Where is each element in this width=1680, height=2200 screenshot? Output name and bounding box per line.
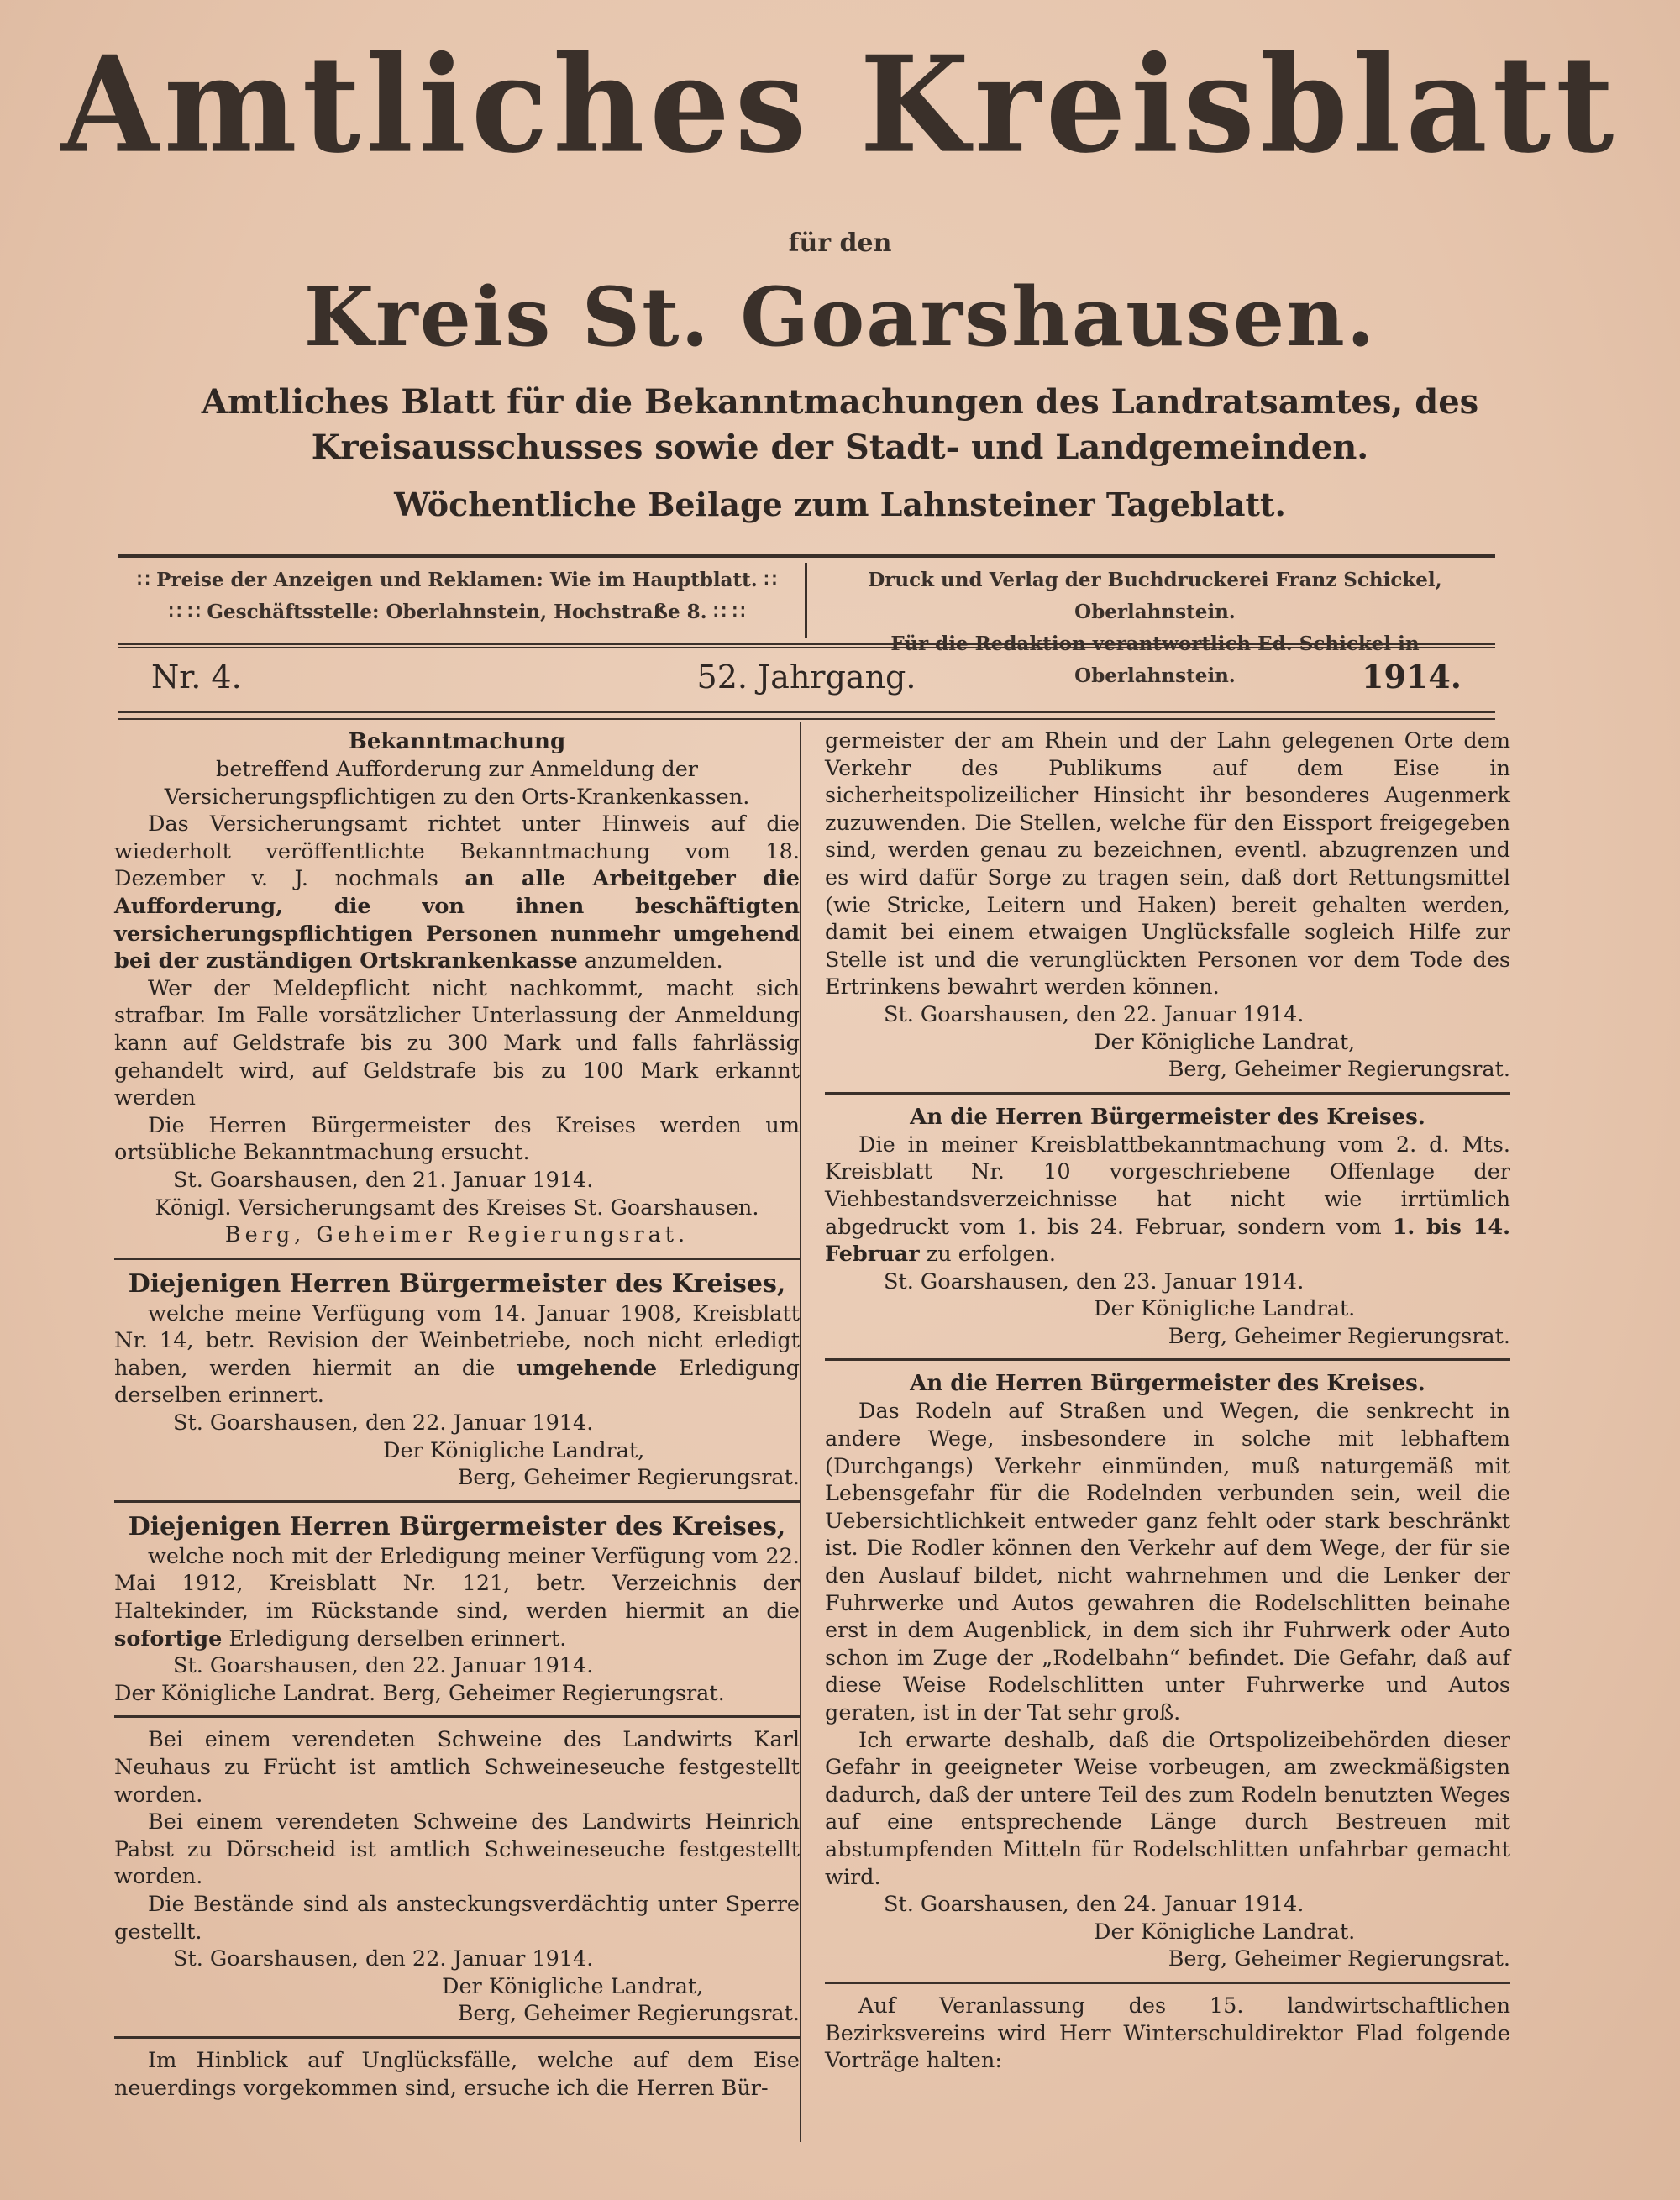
article-date: St. Goarshausen, den 24. Januar 1914. — [884, 1892, 1305, 1918]
article-date: St. Goarshausen, den 22. Januar 1914. — [173, 1410, 594, 1436]
article-paragraph: Das Rodeln auf Straßen und Wegen, die senkrecht in andere Wege, insbesondere in solche mit lebhaftem (Durchgangs) Verkehr einmünden, muß naturgemäß mit Lebensgefahr für die Rodelnden verbunden sein, weil die Uebersichtlichkeit entweder ganz fehlt oder stark beschränkt ist. Die Rodler können den Verkehr auf dem Wege, der für sie den Auslauf bildet, nicht wahrnehmen und die Lenker der Fuhrwerke und Autos gewahren die Rodelschlitten beinahe erst in dem Augenblick, in dem sich ihr Fuhrwerk oder Auto schon im Zuge der „Rodelbahn“ befindet. Die Gefahr, daß auf diese Weise Rodelschlitten unter Fuhrwerke und Autos geraten, ist in der Tat sehr groß. — [825, 1399, 1510, 1725]
article-paragraph: Das Versicherungsamt richtet unter Hinweis auf die wiederholt veröffentlichte Bekanntmachung vom 18. Dezember v. J. nochmals an alle Arbeitgeber die Aufforderung, die von ihnen beschäftigten versicherungspflichtigen Personen nunmehr umgehend bei der zuständigen Ortskrankenkasse anzumelden. — [114, 811, 800, 974]
article-signature: Berg, Geheimer Regierungsrat. — [1168, 1946, 1510, 1972]
article-paragraph: Die in meiner Kreisblattbekanntmachung vom 2. d. Mts. Kreisblatt Nr. 10 vorgeschriebene Offenlage der Viehbestandsverzeichnisse hat nicht wie irrtümlich abgedruckt vom 1. bis 24. Februar, sondern vom 1. bis 14. Februar zu erfolgen. — [825, 1132, 1510, 1268]
office-line: Geschäftsstelle: Oberlahnstein, Hochstraße 8. — [207, 601, 707, 623]
volume: 52. Jahrgang. — [696, 659, 916, 696]
printer-line: Druck und Verlag der Buchdruckerei Franz Schickel, Oberlahnstein. — [868, 569, 1442, 623]
issue-year: 1914. — [1362, 658, 1462, 696]
issue-number: Nr. 4. — [151, 659, 242, 696]
article-signature: Berg, Geheimer Regierungsrat. — [457, 2001, 800, 2027]
article-separator — [825, 1092, 1510, 1095]
column-divider — [800, 722, 801, 2142]
supplement-line: Wöchentliche Beilage zum Lahnsteiner Tageblatt. — [394, 486, 1286, 523]
article-paragraph: welche noch mit der Erledigung meiner Verfügung vom 22. Mai 1912, Kreisblatt Nr. 121, betr. Verzeichnis der Haltekinder, im Rückstande sind, werden hiermit an die sofortige Erledigung derselben erinnert. — [114, 1543, 800, 1651]
info-divider — [805, 563, 807, 638]
article-separator — [825, 1982, 1510, 1984]
article-paragraph: Im Hinblick auf Unglücksfälle, welche auf dem Eise neuerdings vorgekommen sind, ersuche ich die Herren Bür- — [114, 2047, 800, 2101]
article-paragraph: Wer der Meldepflicht nicht nachkommt, macht sich strafbar. Im Falle vorsätzlicher Unterlassung der Anmeldung kann auf Geldstrafe bis zu 300 Mark und falls fahrlässig gehandelt wird, auf Geldstrafe bis zu 100 Mark erkannt werden — [114, 975, 800, 1111]
article-title: Bekanntmachung — [348, 729, 566, 754]
article-signature: Berg, Geheimer Regierungsrat. — [457, 1465, 800, 1491]
article-signature: Der Königliche Landrat, — [383, 1437, 645, 1463]
left-column — [114, 727, 800, 2102]
article-paragraph: Bei einem verendeten Schweine des Landwirts Heinrich Pabst zu Dörscheid ist amtlich Schweineseuche festgestellt worden. — [114, 1809, 800, 1890]
article-paragraph: Auf Veranlassung des 15. landwirtschaftlichen Bezirksvereins wird Herr Winterschuldirektor Flad folgende Vorträge halten: — [825, 1993, 1510, 2074]
article-separator — [825, 1358, 1510, 1361]
editor-line: Für die Redaktion verantwortlich Ed. Schickel in Oberlahnstein. — [890, 633, 1420, 687]
article-date: St. Goarshausen, den 22. Januar 1914. — [173, 1653, 594, 1679]
article-paragraph: germeister der am Rhein und der Lahn gelegenen Orte dem Verkehr des Publikums auf dem Eise in sicherheitspolizeilicher Hinsicht ihr besonderes Augenmerk zuzuwenden. Die Stellen, welche für den Eissport freigegeben sind, werden genau zu bezeichnen, eventl. abzugrenzen und es wird dafür Sorge zu tragen sein, daß dort Rettungsmittel (wie Stricke, Leitern und Haken) bereit gehalten werden, damit bei einem etwaigen Unglücksfalle sogleich Hilfe zur Stelle ist und die verunglückten Personen vor dem Tode des Ertrinkens bewahrt werden können. — [825, 728, 1510, 1000]
article-paragraph: Bei einem verendeten Schweine des Landwirts Karl Neuhaus zu Frücht ist amtlich Schweineseuche festgestellt worden. — [114, 1727, 800, 1808]
article-subtitle: betreffend Aufforderung zur Anmeldung der Versicherungspflichtigen zu den Orts-Krankenkassen. — [164, 757, 750, 810]
article-separator — [114, 2036, 800, 2039]
newspaper-title: Amtliches Kreisblatt — [60, 27, 1620, 183]
masthead — [0, 27, 1680, 526]
article-signature: Berg, Geheimer Regierungsrat. — [224, 1222, 690, 1248]
article-signature: Berg, Geheimer Regierungsrat. — [1168, 1057, 1510, 1083]
article-signature: Der Königliche Landrat, — [1094, 1029, 1356, 1055]
article-date: St. Goarshausen, den 22. Januar 1914. — [884, 1001, 1305, 1027]
article-title: Diejenigen Herren Bürgermeister des Kreises, — [128, 1511, 786, 1541]
title-connector: für den — [788, 228, 892, 258]
header-rule — [118, 711, 1495, 720]
article-signature: Königl. Versicherungsamt des Kreises St. Goarshausen. — [155, 1195, 759, 1221]
article-signature: Der Königliche Landrat. — [1094, 1919, 1356, 1945]
article-signature: Der Königliche Landrat. Berg, Geheimer Regierungsrat. — [114, 1680, 725, 1706]
article-paragraph: Ich erwarte deshalb, daß die Ortspolizeibehörden dieser Gefahr in geeigneter Weise vorbeugen, am zweckmäßigsten dadurch, daß der untere Teil des zum Rodeln benutzten Weges auf eine entsprechende Länge durch Bestreuen mit abstumpfenden Mitteln für Rodelschlitten unfahrbar gemacht wird. — [825, 1727, 1510, 1890]
article-paragraph: welche meine Verfügung vom 14. Januar 1908, Kreisblatt Nr. 14, betr. Revision der Weinbetriebe, noch nicht erledigt haben, werden hiermit an die umgehende Erledigung derselben erinnert. — [114, 1300, 800, 1409]
article-separator — [114, 1715, 800, 1718]
article-signature: Der Königliche Landrat, — [442, 1973, 704, 1999]
article-signature: Berg, Geheimer Regierungsrat. — [1168, 1323, 1510, 1349]
article-separator — [114, 1500, 800, 1503]
pricing-line: Preise der Anzeigen und Reklamen: Wie im Hauptblatt. — [156, 569, 758, 591]
article-separator — [114, 1258, 800, 1260]
article-title: An die Herren Bürgermeister des Kreises. — [910, 1104, 1425, 1130]
issue-bar — [151, 652, 1462, 702]
pricing-info: ∷ Preise der Anzeigen und Reklamen: Wie im Hauptblatt. ∷ ∷ ∷ Geschäftsstelle: Oberlahnstein, Hochstraße 8. ∷ ∷ — [137, 569, 777, 623]
masthead-subtitle: Amtliches Blatt für die Bekanntmachungen des Landratsamtes, des Kreisausschusses sowie der Stadt- und Landgemeinden. — [201, 382, 1479, 467]
article-paragraph: Die Herren Bürgermeister des Kreises werden um ortsübliche Bekanntmachung ersucht. — [114, 1112, 800, 1166]
article-date: St. Goarshausen, den 22. Januar 1914. — [173, 1946, 594, 1972]
article-title: Diejenigen Herren Bürgermeister des Kreises, — [128, 1268, 786, 1299]
article-date: St. Goarshausen, den 23. Januar 1914. — [884, 1268, 1305, 1294]
article-date: St. Goarshausen, den 21. Januar 1914. — [173, 1167, 594, 1193]
article-title: An die Herren Bürgermeister des Kreises. — [910, 1371, 1425, 1397]
article-paragraph: Die Bestände sind als ansteckungsverdächtig unter Sperre gestellt. — [114, 1891, 800, 1945]
article-signature: Der Königliche Landrat. — [1094, 1296, 1356, 1322]
right-column — [825, 727, 1510, 2075]
district-title: Kreis St. Goarshausen. — [303, 270, 1377, 365]
